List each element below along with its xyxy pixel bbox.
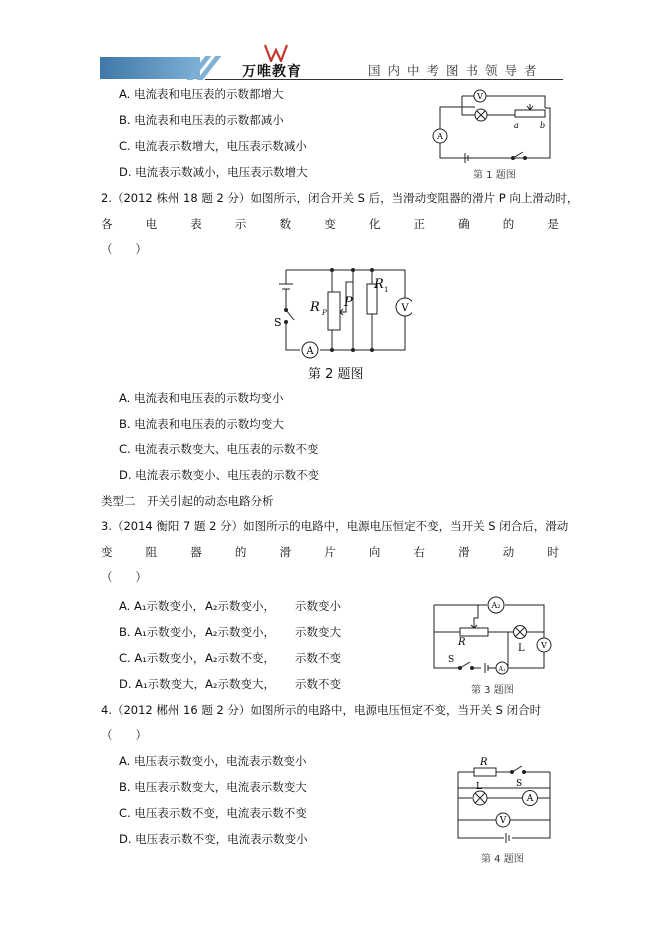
q2-stem-line1: 2.（2012 株州 18 题 2 分）如图所示，闭合开关 S 后，当滑动变阻器的滑片 P 向上滑动时， <box>101 191 579 205</box>
q3-fig-label: L <box>518 643 525 654</box>
q2-fig-label: 1 <box>384 286 389 294</box>
q3-stem-char: 右 <box>413 545 425 559</box>
q2-fig-label: R <box>374 277 384 292</box>
q2-option-a: A. 电流表和电压表的示数均变小 <box>119 391 284 405</box>
logo-mark-icon <box>264 44 288 62</box>
q3-fig-label: V <box>541 641 547 650</box>
q3-stem-char: 时 <box>547 545 559 559</box>
q3-stem-char: 器 <box>190 545 202 559</box>
q2-stem-line2 <box>101 217 559 231</box>
q2-answer-paren: （ ） <box>101 242 147 256</box>
q3-stem-line1: 3.（2014 衡阳 7 题 2 分）如图所示的电路中，电源电压恒定不变，当开关 S 闭合后，滑动 <box>101 519 569 533</box>
q3-stem-char: 滑 <box>458 545 470 559</box>
header-tagline: 国内中考图书领导者 <box>368 63 544 78</box>
q4-option-b: B. 电压表示数变大，电流表示数变大 <box>119 780 307 794</box>
q2-stem-char: 化 <box>368 217 381 231</box>
q2-fig-label: S <box>274 316 282 329</box>
q3-option-a-a2: A₂示数变小， <box>205 599 275 613</box>
q4-fig-label: L <box>476 782 482 792</box>
section-type2-title: 类型二 开关引起的动态电路分析 <box>101 494 274 508</box>
q3-figure-caption: 第 3 题图 <box>471 685 514 696</box>
q3-fig-label: S <box>448 655 455 665</box>
q4-figure-caption: 第 4 题图 <box>481 854 524 865</box>
header-band <box>100 57 200 79</box>
q2-fig-label: P <box>344 295 353 310</box>
q2-stem-char: 是 <box>547 217 559 231</box>
q3-stem-char: 向 <box>368 545 381 559</box>
q4-option-d: D. 电压表示数不变，电流表示数变小 <box>119 832 308 846</box>
q2-option-d: D. 电流表示数变小、电压表的示数不变 <box>119 468 320 482</box>
q3-stem-char: 滑 <box>279 545 292 559</box>
q2-stem-char: 示 <box>234 217 247 231</box>
q1-option-c: C. 电流表示数增大，电压表示数减小 <box>119 139 307 153</box>
q3-option-b-a1: B. A₁示数变小， <box>119 625 205 639</box>
logo-text: 万唯教育 <box>242 64 302 80</box>
q3-option-c-a2: A₂示数不变， <box>205 651 275 665</box>
q3-fig-label: A₂ <box>491 601 501 610</box>
q2-stem-char: 变 <box>324 217 336 231</box>
q2-fig-label: V <box>401 303 409 314</box>
q4-circuit-figure <box>450 750 560 846</box>
q3-stem-line2 <box>101 545 559 559</box>
q2-fig-label: A <box>306 346 314 357</box>
q2-figure-caption: 第 2 题图 <box>308 367 364 382</box>
q4-fig-label: S <box>516 779 523 789</box>
q1-option-d: D. 电流表示数减小，电压表示数增大 <box>119 165 308 179</box>
q1-option-a: A. 电流表和电压表的示数都增大 <box>119 87 284 101</box>
q3-option-b-v: 示数变大 <box>295 625 341 639</box>
q1-option-b: B. 电流表和电压表的示数都减小 <box>119 113 284 127</box>
q3-stem-char: 片 <box>324 545 336 559</box>
q4-option-a: A. 电压表示数变小，电流表示数变小 <box>119 754 307 768</box>
q3-circuit-figure <box>430 596 560 678</box>
q2-stem-char: 正 <box>413 217 425 231</box>
q3-stem-char: 动 <box>502 545 515 559</box>
q2-stem-char: 各 <box>101 217 113 231</box>
q3-fig-label: R <box>458 637 466 648</box>
q2-fig-label: R <box>310 300 320 315</box>
q3-option-c-a1: C. A₁示数变小， <box>119 651 205 665</box>
q3-option-a-a1: A. A₁示数变小， <box>119 599 204 613</box>
q3-option-a-v: 示数变小 <box>295 599 341 613</box>
q1-fig-label: A <box>437 132 443 141</box>
q3-answer-paren: （ ） <box>101 570 147 584</box>
q2-stem-char: 电 <box>145 217 158 231</box>
q1-fig-label: a <box>514 121 519 130</box>
q4-fig-label: R <box>480 757 488 768</box>
q2-circuit-figure <box>272 262 412 362</box>
q2-stem-char: 表 <box>190 217 202 231</box>
q2-stem-char: 数 <box>279 217 292 231</box>
q1-fig-label: b <box>540 121 546 130</box>
q3-option-c-v: 示数不变 <box>295 651 341 665</box>
q4-fig-label: A <box>526 794 534 804</box>
q4-fig-label: V <box>499 816 507 826</box>
q2-fig-label: P <box>322 309 327 317</box>
q4-stem-line1: 4.（2012 郴州 16 题 2 分）如图所示的电路中，电源电压恒定不变，当开关 S 闭合时 <box>101 703 542 717</box>
q2-stem-char: 确 <box>458 217 470 231</box>
q3-fig-label: A₁ <box>498 666 506 673</box>
q3-option-d-v: 示数不变 <box>295 677 341 691</box>
q4-answer-paren: （ ） <box>101 728 147 742</box>
q3-option-d-a1: D. A₁示数变大， <box>119 677 206 691</box>
q1-figure-caption: 第 1 题图 <box>473 170 516 181</box>
q3-option-d-a2: A₂示数变大， <box>205 677 275 691</box>
q3-option-b-a2: A₂示数变小， <box>205 625 275 639</box>
q3-stem-char: 阻 <box>145 545 158 559</box>
q2-stem-char: 的 <box>502 217 515 231</box>
q4-option-c: C. 电压表示数不变，电流表示数不变 <box>119 806 307 820</box>
q2-option-c: C. 电流表示数变大、电压表的示数不变 <box>119 442 319 456</box>
q1-fig-label: V <box>477 92 483 101</box>
q2-option-b: B. 电流表和电压表的示数均变大 <box>119 417 284 431</box>
q1-circuit-figure <box>425 84 560 164</box>
q3-stem-char: 的 <box>234 545 247 559</box>
q3-stem-char: 变 <box>101 545 113 559</box>
